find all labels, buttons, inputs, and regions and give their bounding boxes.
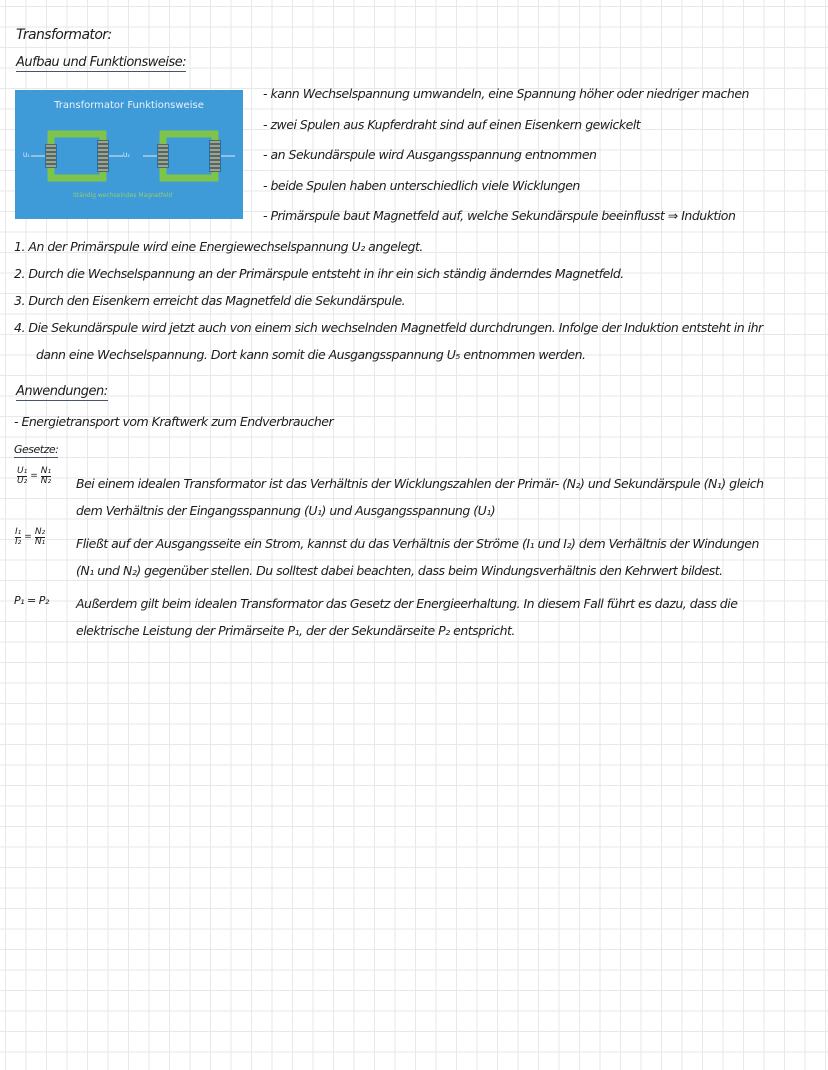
step-item: 4. Die Sekundärspule wird jetzt auch von einem sich wechselnden Magnetfeld durchdrungen. Infolge der Induktion entsteht in ihr — [14, 320, 763, 335]
law-power-text — [76, 590, 737, 644]
list-item: - an Sekundärspule wird Ausgangsspannung entnommen — [263, 147, 597, 162]
formula-voltage-rhs-num: N₁ — [40, 466, 52, 476]
law-line: Bei einem idealen Transformator ist das Verhältnis der Wicklungszahlen der Primär- (N₂) und Sekundärspule (N₁) gleich — [76, 476, 764, 491]
law-line: elektrische Leistung der Primärseite P₁, der der Sekundärseite P₂ entspricht. — [76, 623, 515, 638]
formula-current-lhs-den: I₂ — [15, 537, 22, 547]
steps-list — [14, 233, 763, 368]
list-item: - Primärspule baut Magnetfeld auf, welche Sekundärspule beeinflusst ⇒ Induktion — [263, 208, 736, 223]
list-item: - kann Wechselspannung umwandeln, eine Spannung höher oder niedriger machen — [263, 86, 749, 101]
list-item: - beide Spulen haben unterschiedlich viele Wicklungen — [263, 177, 580, 193]
law-line: (N₁ und N₂) gegenüber stellen. Du solltest dabei beachten, dass beim Windungsverhältnis den Kehrwert bildest. — [76, 563, 723, 578]
law-voltage-text — [76, 470, 764, 524]
step-item: 2. Durch die Wechselspannung an der Primärspule entsteht in ihr ein sich ständig änderndes Magnetfeld. — [14, 266, 624, 281]
law-line: Fließt auf der Ausgangsseite ein Strom, kannst du das Verhältnis der Ströme (I₁ und I₂) dem Verhältnis der Windungen — [76, 536, 759, 551]
formula-voltage-eq: = — [30, 471, 38, 481]
heading-aufbau: Aufbau und Funktionsweise: — [16, 55, 187, 70]
transformer-right — [143, 134, 235, 178]
list-item: - zwei Spulen aus Kupferdraht sind auf einen Eisenkern gewickelt — [263, 116, 641, 132]
heading-gesetze: Gesetze: — [14, 443, 59, 456]
diagram-label-u2: U₂ — [123, 152, 130, 159]
diagram-caption: Ständig wechselndes Magnetfeld — [73, 192, 173, 199]
transformer-diagram — [15, 90, 243, 219]
formula-current-lhs-num: I₁ — [15, 527, 22, 537]
feature-list — [263, 85, 749, 238]
page-title: Transformator: — [16, 27, 112, 43]
formula-current — [14, 528, 46, 547]
formula-voltage-rhs-den: N₂ — [40, 476, 52, 486]
law-line: Außerdem gilt beim idealen Transformator das Gesetz der Energieerhaltung. In diesem Fall führt es dazu, dass die — [76, 596, 738, 611]
step-item: 1. An der Primärspule wird eine Energiewechselspannung U₂ angelegt. — [14, 239, 423, 254]
application-item: - Energietransport vom Kraftwerk zum Endverbraucher — [14, 414, 334, 429]
formula-current-rhs-den: N₁ — [34, 537, 46, 547]
law-line: dem Verhältnis der Eingangsspannung (U₁) und Ausgangsspannung (U₁) — [76, 503, 496, 518]
step-item: 3. Durch den Eisenkern erreicht das Magnetfeld die Sekundärspule. — [14, 293, 406, 308]
heading-anwendungen: Anwendungen: — [16, 384, 108, 399]
formula-voltage-lhs-num: U₁ — [17, 466, 28, 476]
formula-power: P₁ = P₂ — [14, 594, 49, 607]
formula-voltage-lhs-den: U₂ — [17, 476, 28, 486]
step-item: dann eine Wechselspannung. Dort kann somit die Ausgangsspannung U₅ entnommen werden. — [36, 347, 586, 362]
transformer-left — [31, 134, 123, 178]
law-current-text — [76, 530, 759, 584]
formula-current-rhs-num: N₂ — [34, 527, 46, 537]
formula-current-eq: = — [24, 532, 32, 542]
diagram-title: Transformator Funktionsweise — [54, 100, 204, 111]
formula-voltage — [16, 467, 52, 486]
diagram-label-u1: U₁ — [23, 152, 30, 159]
